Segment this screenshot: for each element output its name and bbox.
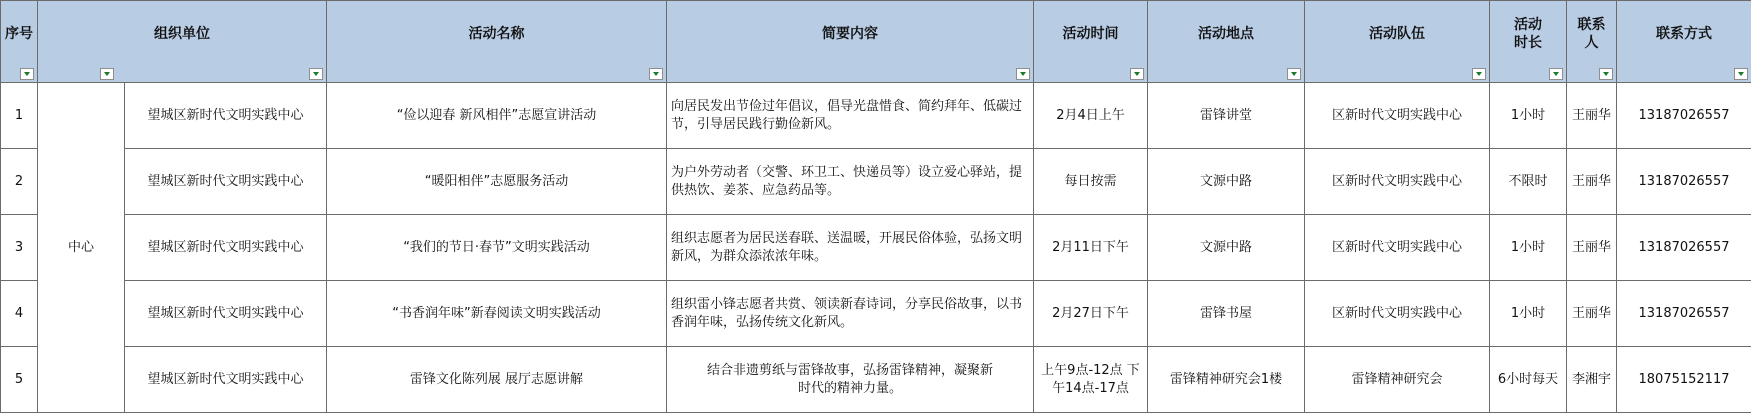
header-team: 活动队伍 [1305,1,1490,83]
header-name: 活动名称 [327,1,667,83]
cell-name[interactable]: “暖阳相伴”志愿服务活动 [327,149,667,215]
filter-dropdown-icon[interactable] [649,68,663,80]
table-row [1,215,1751,281]
table-row [1,281,1751,347]
filter-dropdown-icon[interactable] [20,68,34,80]
header-time: 活动时间 [1034,1,1148,83]
cell-team[interactable]: 区新时代文明实践中心 [1305,149,1490,215]
cell-org[interactable]: 望城区新时代文明实践中心 [125,149,327,215]
table-row [1,83,1751,149]
cell-duration[interactable]: 1小时 [1490,215,1567,281]
cell-no[interactable]: 3 [1,215,38,281]
cell-place[interactable]: 雷锋书屋 [1148,281,1305,347]
cell-no[interactable]: 4 [1,281,38,347]
cell-name[interactable]: “我们的节日·春节”文明实践活动 [327,215,667,281]
cell-content[interactable]: 向居民发出节俭过年倡议，倡导光盘惜食、简约拜年、低碳过节，引导居民践行勤俭新风。 [667,83,1034,149]
header-no: 序号 [1,1,38,83]
cell-phone[interactable]: 13187026557 [1617,281,1751,347]
cell-contact[interactable]: 王丽华 [1567,215,1617,281]
cell-org[interactable]: 望城区新时代文明实践中心 [125,83,327,149]
cell-team[interactable]: 雷锋精神研究会 [1305,347,1490,413]
cell-time[interactable]: 每日按需 [1034,149,1148,215]
table-row [1,149,1751,215]
cell-phone[interactable]: 13187026557 [1617,215,1751,281]
cell-duration[interactable]: 1小时 [1490,281,1567,347]
cell-content[interactable]: 为户外劳动者（交警、环卫工、快递员等）设立爱心驿站，提供热饮、姜茶、应急药品等。 [667,149,1034,215]
cell-contact[interactable]: 王丽华 [1567,281,1617,347]
filter-dropdown-icon[interactable] [309,68,323,80]
cell-content[interactable]: 结合非遗剪纸与雷锋故事，弘扬雷锋精神，凝聚新时代的精神力量。 [667,347,1034,413]
cell-time[interactable]: 上午9点-12点 下午14点-17点 [1034,347,1148,413]
filter-dropdown-icon[interactable] [1287,68,1301,80]
cell-place[interactable]: 文源中路 [1148,215,1305,281]
filter-dropdown-icon[interactable] [1734,68,1748,80]
cell-contact[interactable]: 王丽华 [1567,149,1617,215]
filter-dropdown-icon[interactable] [1599,68,1613,80]
header-contact: 联系人 [1567,1,1617,83]
table-row [1,347,1751,413]
cell-place[interactable]: 文源中路 [1148,149,1305,215]
header-duration: 活动时长 [1490,1,1567,83]
cell-phone[interactable]: 18075152117 [1617,347,1751,413]
cell-phone[interactable]: 13187026557 [1617,83,1751,149]
cell-duration[interactable]: 6小时每天 [1490,347,1567,413]
cell-contact[interactable]: 王丽华 [1567,83,1617,149]
cell-org[interactable]: 望城区新时代文明实践中心 [125,215,327,281]
filter-dropdown-icon[interactable] [1549,68,1563,80]
cell-content[interactable]: 组织雷小锋志愿者共赏、领读新春诗词，分享民俗故事，以书香润年味，弘扬传统文化新风。 [667,281,1034,347]
cell-phone[interactable]: 13187026557 [1617,149,1751,215]
cell-team[interactable]: 区新时代文明实践中心 [1305,83,1490,149]
cell-place[interactable]: 雷锋讲堂 [1148,83,1305,149]
filter-dropdown-icon[interactable] [100,68,114,80]
cell-org[interactable]: 望城区新时代文明实践中心 [125,281,327,347]
cell-duration[interactable]: 1小时 [1490,83,1567,149]
header-content: 简要内容 [667,1,1034,83]
cell-group[interactable]: 中心 [38,83,125,413]
cell-org[interactable]: 望城区新时代文明实践中心 [125,347,327,413]
header-phone: 联系方式 [1617,1,1751,83]
cell-contact[interactable]: 李湘宇 [1567,347,1617,413]
cell-team[interactable]: 区新时代文明实践中心 [1305,215,1490,281]
cell-name[interactable]: 雷锋文化陈列展 展厅志愿讲解 [327,347,667,413]
cell-team[interactable]: 区新时代文明实践中心 [1305,281,1490,347]
cell-time[interactable]: 2月27日下午 [1034,281,1148,347]
cell-name[interactable]: “俭以迎春 新风相伴”志愿宣讲活动 [327,83,667,149]
cell-name[interactable]: “书香润年味”新春阅读文明实践活动 [327,281,667,347]
filter-dropdown-icon[interactable] [1016,68,1030,80]
cell-duration[interactable]: 不限时 [1490,149,1567,215]
filter-dropdown-icon[interactable] [1130,68,1144,80]
cell-content[interactable]: 组织志愿者为居民送春联、送温暖，开展民俗体验，弘扬文明新风，为群众添浓浓年味。 [667,215,1034,281]
cell-no[interactable]: 2 [1,149,38,215]
cell-no[interactable]: 1 [1,83,38,149]
header-row [1,1,1751,83]
filter-dropdown-icon[interactable] [1472,68,1486,80]
cell-time[interactable]: 2月11日下午 [1034,215,1148,281]
header-place: 活动地点 [1148,1,1305,83]
cell-time[interactable]: 2月4日上午 [1034,83,1148,149]
cell-place[interactable]: 雷锋精神研究会1楼 [1148,347,1305,413]
cell-no[interactable]: 5 [1,347,38,413]
header-org: 组织单位 [38,1,327,83]
